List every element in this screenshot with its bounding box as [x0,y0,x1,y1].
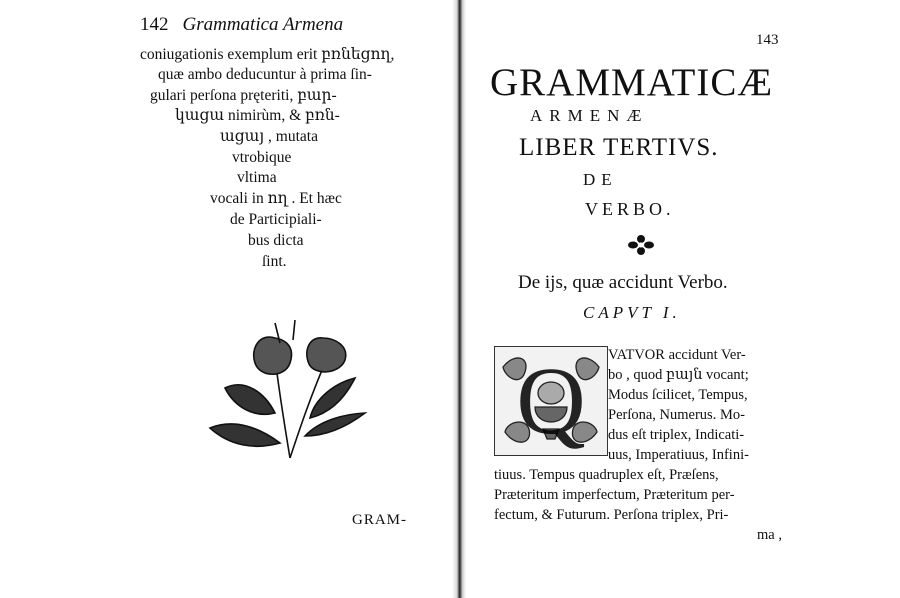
left-line: vltima [237,169,277,186]
decorated-initial-icon [494,346,608,456]
section-heading: De ijs, quæ accidunt Verbo. [518,272,728,293]
running-head-title: Grammatica Armena [182,14,344,35]
left-line: կացա nimirùm, & բռն- [175,107,340,124]
body-line: VATVOR accidunt Ver- [608,347,746,363]
left-line: quæ ambo deducuntur à prima ſin- [158,66,372,83]
body-line: tiuus. Tempus quadruplex eſt, Præſens, [494,467,719,483]
body-line: bo , quod բայն vocant; [608,367,749,383]
left-line: coniugationis exemplum erit բռնեցող, [140,46,395,63]
left-line: de Participiali- [230,211,322,228]
body-line: uus, Imperatiuus, Infini- [608,447,749,463]
body-line: ma , [757,527,782,543]
chapter-heading: CAPVT I. [583,303,681,322]
left-line: ſint. [262,253,287,270]
de-heading: DE [583,170,618,189]
left-line: gulari perſona pręteriti, բար- [150,87,337,104]
book-gutter [452,0,466,598]
left-page-number: 142 [140,14,169,35]
body-line: Præteritum imperfectum, Præteritum per- [494,487,735,503]
book-part: LIBER TERTIVS. [519,134,719,161]
body-line: dus eſt triplex, Indicati- [608,427,745,443]
body-line: fectum, & Futurum. Perſona triplex, Pri- [494,507,729,523]
body-line: Modus ſcilicet, Tempus, [608,387,748,403]
verbo-heading: VERBO. [585,199,675,219]
left-line: bus dicta [248,232,304,249]
left-line: vocali in ող . Et hæc [210,190,342,207]
dropcap-letter: Q [516,347,586,454]
right-page-number: 143 [756,32,779,48]
running-head [140,14,343,36]
left-line: ացայ , mutata [220,128,318,145]
book-subtitle: ARMENÆ [530,106,649,125]
body-line: Perſona, Numerus. Mo- [608,407,745,423]
catchword: GRAM- [352,512,408,528]
floral-ornament-icon [205,318,380,468]
fleuron-icon [626,234,656,256]
left-line: vtrobique [232,149,292,166]
book-title: GRAMMATICÆ [490,61,774,104]
